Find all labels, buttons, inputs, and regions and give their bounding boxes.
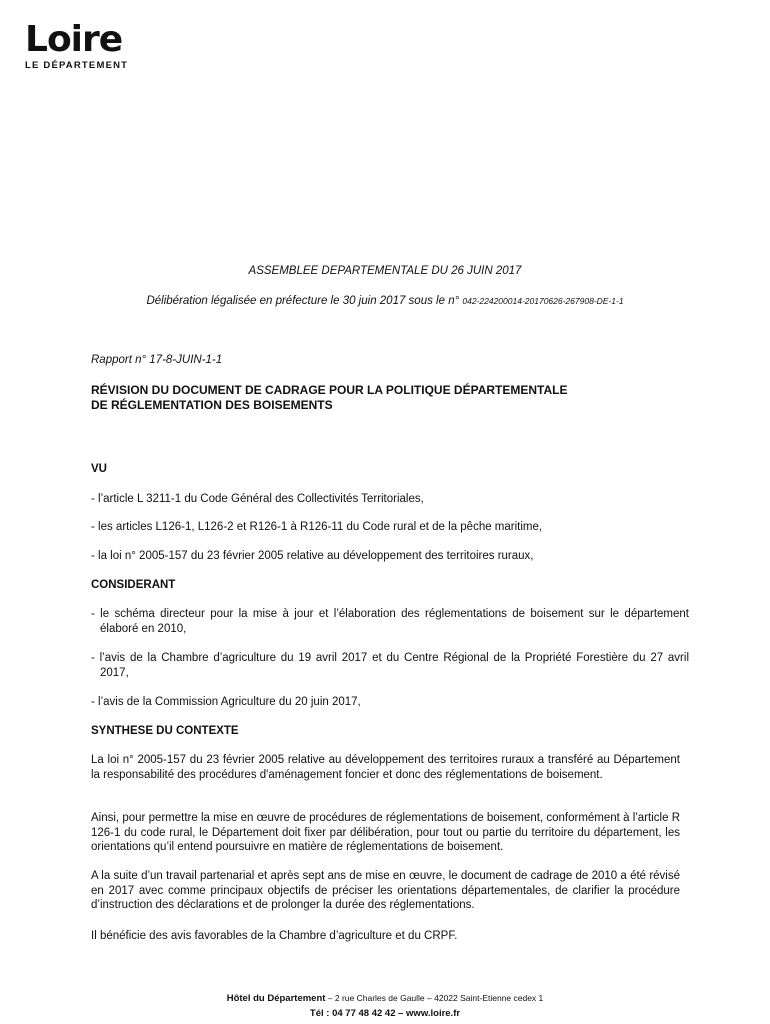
report-title-line2: DE RÉGLEMENTATION DES BOISEMENTS: [91, 398, 333, 412]
synthese-paragraph: A la suite d’un travail partenarial et après sept ans de mise en œuvre, le document de cadrage de 2010 a été révisé en 2017 avec comme principaux objectifs de préciser les orientations départementales, de clarifier la procédure d’instruction des déclarations et de prolonger la durée des réglementations.: [91, 870, 680, 911]
vu-heading: VU: [91, 463, 107, 475]
considerant-item: - le schéma directeur pour la mise à jour et l’élaboration des réglementations de boisement sur le département élaboré en 2010,: [91, 608, 689, 635]
logo-wordmark: Loire: [25, 19, 123, 60]
assembly-heading: ASSEMBLEE DEPARTEMENTALE DU 26 JUIN 2017: [248, 265, 522, 277]
logo-subtitle: LE DÉPARTEMENT: [25, 60, 129, 71]
footer-hotel: Hôtel du Département: [226, 993, 326, 1004]
synthese-paragraph: La loi n° 2005-157 du 23 février 2005 relative au développement des territoires ruraux a transféré au Département la responsabilité des procédures d'aménagement foncier et donc des réglementations de boisement.: [91, 754, 680, 781]
considerant-item: - l’avis de la Commission Agriculture du 20 juin 2017,: [91, 696, 361, 708]
vu-item: - la loi n° 2005-157 du 23 février 2005 relative au développement des territoires ruraux,: [91, 550, 534, 562]
report-number: Rapport n° 17-8-JUIN-1-1: [91, 354, 223, 366]
vu-item: - l’article L 3211-1 du Code Général des Collectivités Territoriales,: [91, 493, 424, 505]
footer-address: [0, 993, 770, 1004]
deliberation-line: [0, 295, 770, 307]
footer-street: – 2 rue Charles de Gaulle – 42022 Saint-Etienne cedex 1: [325, 993, 544, 1003]
considerant-heading: CONSIDERANT: [91, 579, 176, 591]
department-logo: [25, 19, 129, 71]
considerant-item: - l’avis de la Chambre d’agriculture du 19 avril 2017 et du Centre Régional de la Propriété Forestière du 27 avril 2017,: [91, 652, 689, 679]
footer-contact-text: Tél : 04 77 48 42 42 – www.loire.fr: [309, 1008, 461, 1019]
synthese-paragraph: Il bénéficie des avis favorables de la Chambre d’agriculture et du CRPF.: [91, 930, 458, 942]
vu-item: - les articles L126-1, L126-2 et R126-1 à R126-11 du Code rural et de la pêche maritime,: [91, 521, 543, 533]
synthese-paragraph: Ainsi, pour permettre la mise en œuvre de procédures de réglementations de boisement, conformément à l’article R 126-1 du code rural, le Département doit fixer par délibération, pour tout ou partie du territoire du département, les orientations qu’il entend poursuivre en matière de réglementations de boisement.: [91, 812, 680, 853]
deliberation-number: 042-224200014-20170626-267908-DE-1-1: [462, 296, 624, 306]
deliberation-prefix: Délibération légalisée en préfecture le 30 juin 2017 sous le n°: [146, 295, 460, 307]
report-title: [91, 383, 680, 413]
report-title-line1: RÉVISION DU DOCUMENT DE CADRAGE POUR LA POLITIQUE DÉPARTEMENTALE: [91, 383, 568, 397]
footer-contact: [0, 1008, 770, 1019]
synthese-heading: SYNTHESE DU CONTEXTE: [91, 725, 239, 737]
